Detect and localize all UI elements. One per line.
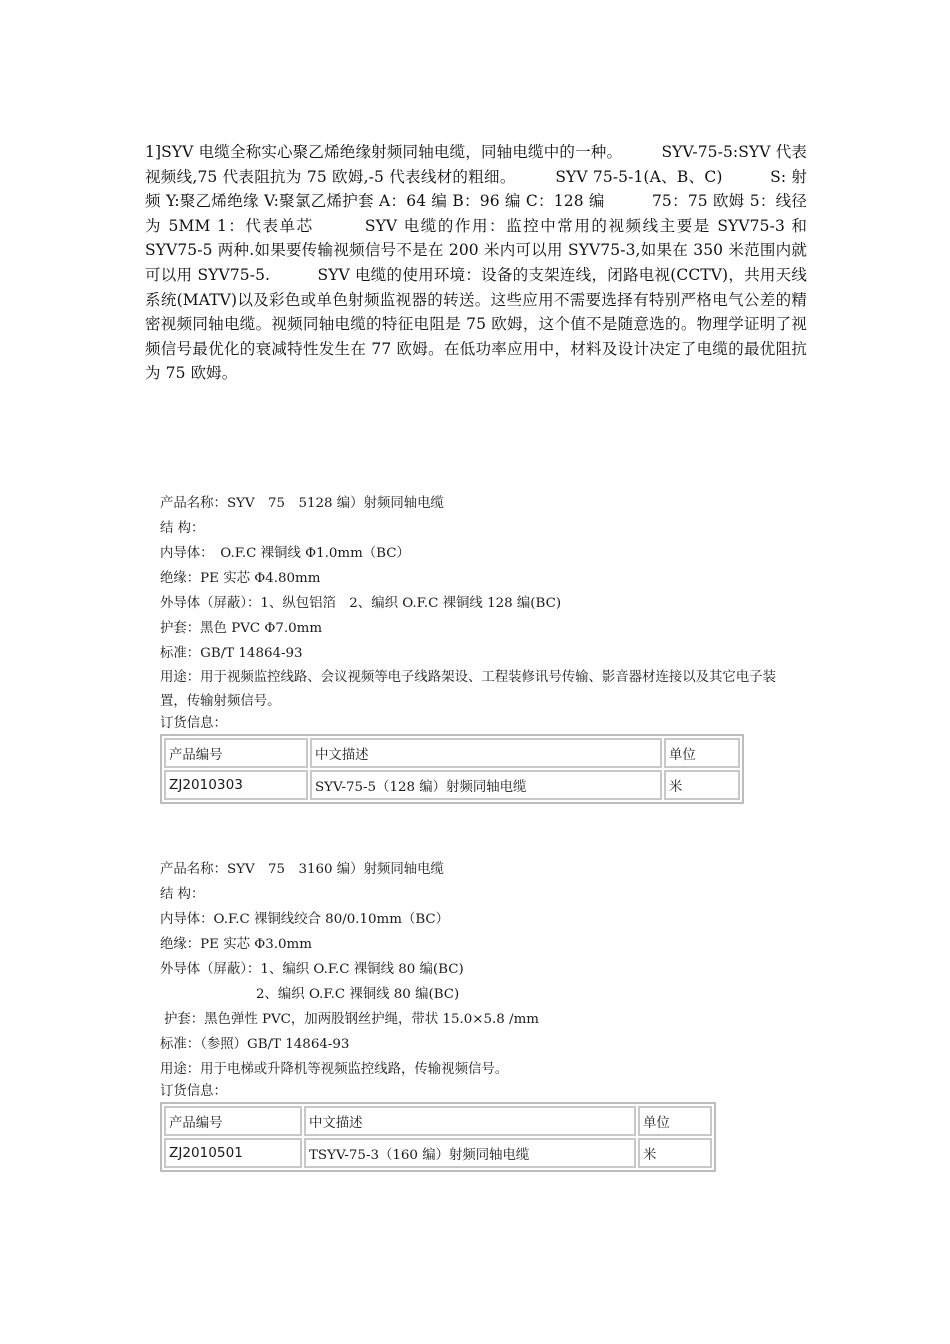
cell-unit: 米 [638, 1138, 712, 1168]
cell-description: SYV-75-5（128 编）射频同轴电缆 [310, 770, 662, 800]
product-spec-tsyv-75-3 [160, 857, 820, 1172]
header-description: 中文描述 [310, 738, 662, 768]
product-name: 产品名称：SYV 75 5128 编）射频同轴电缆 [160, 496, 444, 511]
header-product-code: 产品编号 [164, 1106, 302, 1136]
intro-paragraph: 1]SYV 电缆全称实心聚乙烯绝缘射频同轴电缆，同轴电缆中的一种。 SYV-75-5:SYV 代表视频线,75 代表阻抗为 75 欧姆,-5 代表线材的粗细。 SYV 75-5-1(A、B、C) S: 射频 Y:聚乙烯绝缘 V:聚氯乙烯护套 A：64 编 B：96 编 C：128 编 75：75 欧姆 5：线径为 5MM 1：代表单芯 SYV 电缆的作用：监控中常用的视频线主要是 SYV75-3 和 SYV75-5 两种.如果要传输视频信号不是在 200 米内可以用 SYV75-3,如果在 350 米范围内就可以用 SYV75-5. SYV 电缆的使用环境：设备的支架连线，闭路电视(CCTV)，共用天线系统(MATV)以及彩色或单色射频监视器的转送。这些应用不需要选择有特别严格电气公差的精密视频同轴电缆。视频同轴电缆的特征电阻是 75 欧姆，这个值不是随意选的。物理学证明了视频信号最优化的衰减特性发生在 77 欧姆。在低功率应用中，材料及设计决定了电缆的最优阻抗为 75 欧姆。 [145, 143, 807, 383]
usage: 用途：用于电梯或升降机等视频监控线路，传输视频信号。 [160, 1062, 509, 1077]
cell-product-code: ZJ2010501 [164, 1138, 302, 1168]
order-table [160, 1102, 716, 1172]
inner-conductor: 内导体：O.F.C 裸铜线绞合 80/0.10mm（BC） [160, 912, 450, 927]
inner-conductor: 内导体： O.F.C 裸铜线 Φ1.0mm（BC） [160, 546, 410, 561]
product-name: 产品名称：SYV 75 3160 编）射频同轴电缆 [160, 862, 444, 877]
jacket: 护套：黑色 PVC Φ7.0mm [160, 621, 323, 636]
table-row [164, 1138, 712, 1168]
structure-label: 结 构： [160, 521, 205, 536]
structure-label: 结 构： [160, 887, 205, 902]
header-description: 中文描述 [304, 1106, 636, 1136]
order-table [160, 734, 744, 804]
standard: 标准：（参照）GB/T 14864-93 [160, 1037, 350, 1052]
outer-conductor: 外导体（屏蔽）：1、编织 O.F.C 裸铜线 80 编(BC) [160, 962, 464, 977]
order-info-label: 订货信息： [160, 1084, 227, 1099]
product-spec-syv-75-5 [160, 491, 820, 804]
header-product-code: 产品编号 [164, 738, 308, 768]
standard: 标准：GB/T 14864-93 [160, 646, 303, 661]
header-unit: 单位 [664, 738, 740, 768]
outer-conductor-second: 2、编织 O.F.C 裸铜线 80 编(BC) [256, 987, 460, 1002]
cell-unit: 米 [664, 770, 740, 800]
header-unit: 单位 [638, 1106, 712, 1136]
cell-description: TSYV-75-3（160 编）射频同轴电缆 [304, 1138, 636, 1168]
table-header-row [164, 1106, 712, 1136]
outer-conductor: 外导体（屏蔽）：1、纵包铝箔 2、编织 O.F.C 裸铜线 128 编(BC) [160, 596, 562, 611]
order-info-label: 订货信息： [160, 716, 227, 731]
insulation: 绝缘：PE 实芯 Φ4.80mm [160, 571, 321, 586]
table-header-row [164, 738, 740, 768]
jacket: 护套：黑色弹性 PVC，加两股钢丝护绳，带状 15.0×5.8 /mm [164, 1012, 539, 1027]
usage: 用途：用于视频监控线路、会议视频等电子线路架设、工程装修讯号传输、影音器材连接以及其它电子装置，传输射频信号。 [160, 670, 776, 709]
cell-product-code: ZJ2010303 [164, 770, 308, 800]
insulation: 绝缘：PE 实芯 Φ3.0mm [160, 937, 312, 952]
table-row [164, 770, 740, 800]
